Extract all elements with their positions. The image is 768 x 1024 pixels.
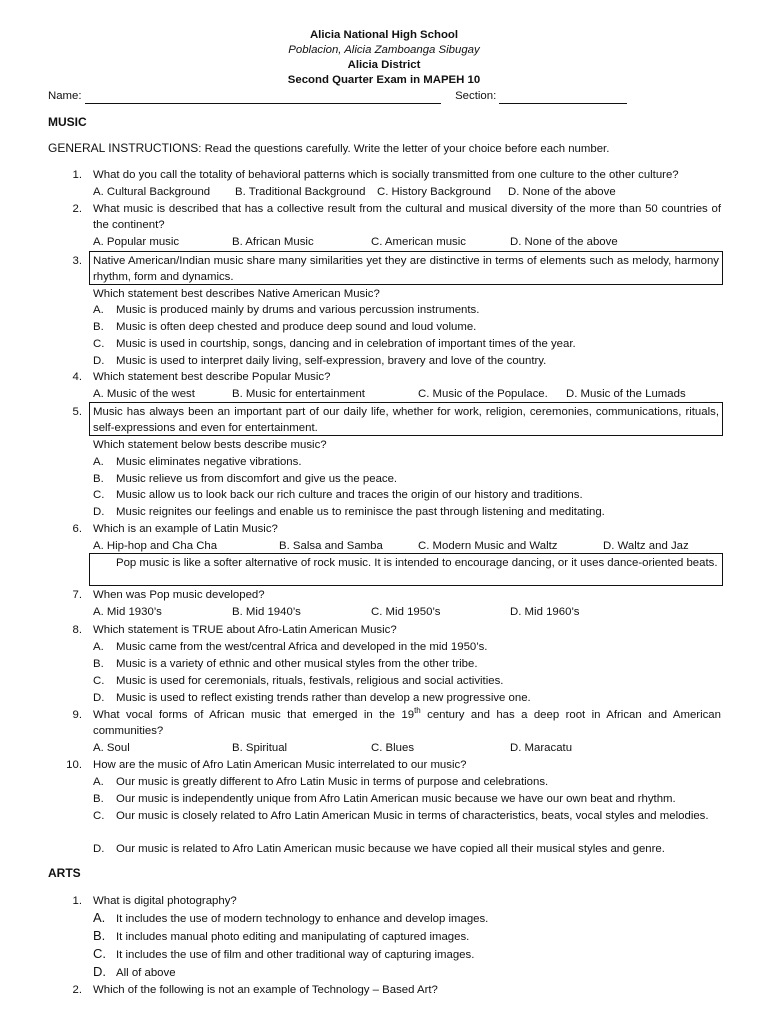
- q8-choice-a: Music came from the west/central Africa and developed in the mid 1950’s.: [116, 641, 488, 653]
- name-label: Name:: [48, 90, 82, 102]
- q3-choice-b-letter: B.: [93, 321, 104, 333]
- q8-choice-a-letter: A.: [93, 641, 104, 653]
- q3-choice-a-letter: A.: [93, 304, 104, 316]
- q9-choice-d: D. Maracatu: [510, 742, 573, 754]
- q9-text-post: century and has a deep root in African and American communities?: [93, 709, 721, 737]
- q2-choice-a: A. Popular music: [93, 236, 180, 248]
- name-blank[interactable]: [85, 92, 441, 104]
- q10-choice-a-letter: A.: [93, 776, 104, 788]
- q3-choice-d-letter: D.: [93, 355, 105, 367]
- q7-choice-a: A. Mid 1930’s: [93, 606, 162, 618]
- q4-choice-a: A. Music of the west: [93, 388, 195, 400]
- q1-choice-a: A. Cultural Background: [93, 186, 211, 198]
- q1-number: 1.: [72, 169, 82, 181]
- q3-choice-c: Music is used in courtship, songs, dancing and in celebration of important times of the year.: [116, 338, 576, 350]
- q7-number: 7.: [72, 589, 82, 601]
- q10-choice-b-letter: B.: [93, 793, 104, 805]
- q5-choice-a: Music eliminates negative vibrations.: [116, 456, 302, 468]
- arts-q1-text: What is digital photography?: [93, 895, 237, 907]
- arts-q1-number: 1.: [72, 895, 82, 907]
- arts-q1-choice-b-letter: B.: [93, 928, 106, 943]
- music-heading: MUSIC: [48, 115, 87, 129]
- q2-choice-b: B. African Music: [232, 236, 314, 248]
- q3-number: 3.: [72, 255, 82, 267]
- q9-text: [93, 707, 721, 739]
- q5-choice-c: Music allow us to look back our rich culture and traces the origin of our history and traditions.: [116, 489, 583, 501]
- q10-choice-c-letter: C.: [93, 810, 105, 822]
- q8-choice-d-letter: D.: [93, 692, 105, 704]
- arts-q1-choice-c-letter: C.: [93, 946, 106, 961]
- q5-choice-b-letter: B.: [93, 473, 104, 485]
- q5-choice-d-letter: D.: [93, 506, 105, 518]
- q10-text: How are the music of Afro Latin American Music interrelated to our music?: [93, 759, 467, 771]
- name-line: [48, 88, 627, 104]
- q2-text: What music is described that has a collective result from the cultural and musical diversity of the more than 50 countries of the continent?: [93, 203, 721, 231]
- q2-choice-c: C. American music: [371, 236, 466, 248]
- q9-choice-b: B. Spiritual: [232, 742, 288, 754]
- q8-choice-d: Music is used to reflect existing trends rather than develop a new progressive one.: [116, 692, 531, 704]
- arts-q1-choice-c: It includes the use of film and other traditional way of capturing images.: [116, 949, 475, 961]
- q10-number: 10.: [66, 759, 82, 771]
- q8-text: Which statement is TRUE about Afro-Latin American Music?: [93, 624, 397, 636]
- q2-number: 2.: [72, 203, 82, 215]
- q2-choice-d: D. None of the above: [510, 236, 618, 248]
- section-blank[interactable]: [499, 92, 627, 104]
- q3-stem: Which statement best describes Native American Music?: [93, 288, 380, 300]
- district-name: Alicia District: [347, 59, 421, 71]
- q7-choice-b: B. Mid 1940’s: [232, 606, 301, 618]
- q10-choice-d-letter: D.: [93, 843, 105, 855]
- q1-choice-d: D. None of the above: [508, 186, 616, 198]
- section-label: Section:: [455, 90, 497, 102]
- q8-choice-c-letter: C.: [93, 675, 105, 687]
- instructions-label: GENERAL INSTRUCTIONS: [48, 141, 199, 155]
- q6-choice-a: A. Hip-hop and Cha Cha: [93, 540, 218, 552]
- q3-choice-b: Music is often deep chested and produce deep sound and loud volume.: [116, 321, 477, 333]
- q4-text: Which statement best describe Popular Music?: [93, 371, 331, 383]
- q1-text: What do you call the totality of behavioral patterns which is socially transmitted from one culture to the other culture?: [93, 169, 679, 181]
- q6-choice-c: C. Modern Music and Waltz: [418, 540, 558, 552]
- exam-title: Second Quarter Exam in MAPEH 10: [287, 74, 481, 86]
- q7-choice-d: D. Mid 1960’s: [510, 606, 580, 618]
- q4-number: 4.: [72, 371, 82, 383]
- q5-number: 5.: [72, 406, 82, 418]
- q8-choice-b-letter: B.: [93, 658, 104, 670]
- q6-number: 6.: [72, 523, 82, 535]
- arts-q1-choice-a-letter: A.: [93, 910, 106, 925]
- q1-choice-b: B. Traditional Background: [235, 186, 366, 198]
- q5-choice-b: Music relieve us from discomfort and give us the peace.: [116, 473, 398, 485]
- q4-choice-d: D. Music of the Lumads: [566, 388, 686, 400]
- q3-choice-a: Music is produced mainly by drums and various percussion instruments.: [116, 304, 480, 316]
- q7-text: When was Pop music developed?: [93, 589, 265, 601]
- q5-choice-d: Music reignites our feelings and enable us to reminisce the past through listening and meditating.: [116, 506, 605, 518]
- q5-stem: Which statement below bests describe music?: [93, 439, 327, 451]
- q7-choice-c: C. Mid 1950’s: [371, 606, 441, 618]
- q8-choice-b: Music is a variety of ethnic and other musical styles from the other tribe.: [116, 658, 478, 670]
- q10-choice-a: Our music is greatly different to Afro Latin Music in terms of purpose and celebrations.: [116, 776, 549, 788]
- instructions-text: : Read the questions carefully. Write the letter of your choice before each number.: [198, 143, 610, 155]
- q5-passage-box: Music has always been an important part of our daily life, whether for work, religion, ceremonies, communications, rituals, self-expressions and even for entertainment.: [89, 402, 723, 436]
- arts-heading: ARTS: [48, 866, 81, 880]
- q4-choice-c: C. Music of the Populace.: [418, 388, 548, 400]
- q5-choice-a-letter: A.: [93, 456, 104, 468]
- q10-choice-b: Our music is independently unique from Afro Latin American music because we have our own beat and rhythm.: [116, 793, 676, 805]
- arts-q2-text: Which of the following is not an example of Technology – Based Art?: [93, 984, 438, 996]
- q1-choice-c: C. History Background: [377, 186, 491, 198]
- arts-q1-choice-a: It includes the use of modern technology to enhance and develop images.: [116, 913, 489, 925]
- q10-choice-d: Our music is related to Afro Latin American music because we have copied all their musical styles and genre.: [116, 843, 665, 855]
- q6-choice-d: D. Waltz and Jaz: [603, 540, 689, 552]
- q8-choice-c: Music is used for ceremonials, rituals, festivals, religious and social activities.: [116, 675, 504, 687]
- arts-q1-choice-d: All of above: [116, 967, 176, 979]
- q4-choice-b: B. Music for entertainment: [232, 388, 365, 400]
- q3-passage-box: Native American/Indian music share many similarities yet they are distinctive in terms of elements such as melody, harmony rhythm, form and dynamics.: [89, 251, 723, 285]
- q9-number: 9.: [72, 709, 82, 721]
- school-address: Poblacion, Alicia Zamboanga Sibugay: [288, 44, 480, 56]
- q10-choice-c: Our music is closely related to Afro Latin American Music in terms of characteristics, beats, vocal styles and melodies.: [116, 810, 709, 822]
- school-name: Alicia National High School: [309, 29, 459, 41]
- q6-choice-b: B. Salsa and Samba: [279, 540, 383, 552]
- general-instructions: [48, 140, 609, 157]
- q6-text: Which is an example of Latin Music?: [93, 523, 278, 535]
- arts-q1-choice-d-letter: D.: [93, 964, 106, 979]
- q3-choice-c-letter: C.: [93, 338, 105, 350]
- q8-number: 8.: [72, 624, 82, 636]
- q9-choice-a: A. Soul: [93, 742, 130, 754]
- arts-q2-number: 2.: [72, 984, 82, 996]
- pop-music-passage-box: Pop music is like a softer alternative of rock music. It is intended to encourage dancing, or it uses dance-oriented beats.: [89, 553, 723, 586]
- q9-choice-c: C. Blues: [371, 742, 415, 754]
- q9-text-pre: What vocal forms of African music that emerged in the 19: [93, 709, 415, 721]
- arts-q1-choice-b: It includes manual photo editing and manipulating of captured images.: [116, 931, 470, 943]
- q5-choice-c-letter: C.: [93, 489, 105, 501]
- q3-choice-d: Music is used to interpret daily living, self-expression, bravery and love of the country.: [116, 355, 547, 367]
- q9-text-sup: th: [414, 706, 421, 716]
